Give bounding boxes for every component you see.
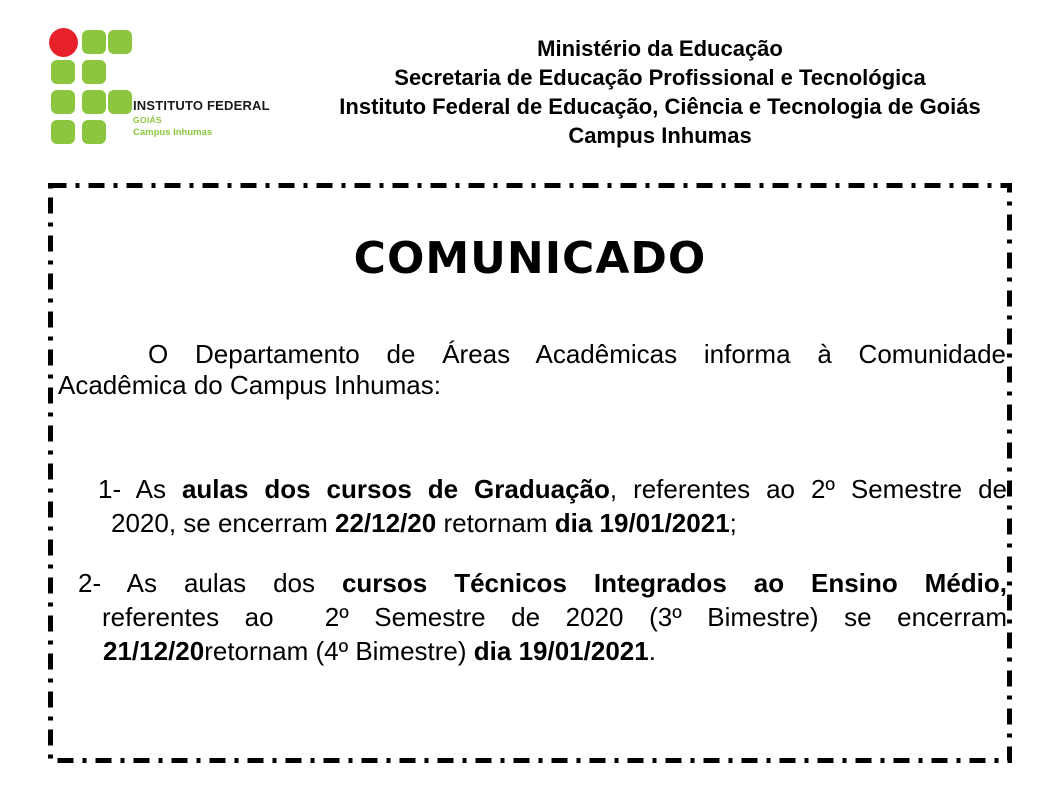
text-segment-bold: 21/12/20	[103, 636, 205, 666]
text-segment-bold: dia 19/01/2021	[554, 508, 730, 538]
text-segment: 2- As aulas dos	[78, 568, 342, 598]
logo-red-circle	[49, 28, 78, 57]
header-line-secretariat: Secretaria de Educação Profissional e Tecnológica	[394, 65, 926, 90]
header-line-ministry: Ministério da Educação	[537, 36, 783, 61]
text-segment: ;	[729, 508, 737, 538]
list-item-line	[48, 634, 1012, 668]
notice-title: COMUNICADO	[353, 233, 707, 284]
header-line-institute: Instituto Federal de Educação, Ciência e Tecnologia de Goiás	[339, 94, 981, 119]
list-item-graduacao	[48, 472, 1012, 540]
text-segment: , referentes ao 2º Semestre de	[609, 474, 1007, 504]
intro-line: Acadêmica do Campus Inhumas:	[58, 370, 441, 400]
list-item-line	[48, 600, 1012, 634]
notice-box	[48, 183, 1012, 763]
list-item-line	[48, 506, 1012, 540]
text-segment: 1- As	[98, 474, 182, 504]
text-segment-bold: aulas dos cursos de Graduação	[181, 474, 610, 504]
logo-square	[82, 30, 106, 54]
list-item-line	[48, 472, 1012, 506]
text-segment: referentes ao 2º Semestre de 2020 (3º Bimestre) se encerram	[102, 602, 1007, 632]
intro-line: O Departamento de Áreas Acadêmicas informa à Comunidade	[148, 339, 1006, 369]
logo-institution-label: INSTITUTO FEDERAL	[133, 98, 270, 113]
header-line-campus: Campus Inhumas	[568, 123, 752, 148]
logo-text-block	[133, 99, 270, 137]
logo-campus-label: Campus Inhumas	[133, 126, 213, 138]
logo-square	[82, 60, 106, 84]
logo-square	[82, 90, 106, 114]
document-header	[260, 34, 1058, 150]
logo-square	[82, 120, 106, 144]
notice-intro	[48, 339, 1012, 401]
text-segment: retornam	[436, 508, 555, 538]
list-item-line	[48, 566, 1012, 600]
logo-square	[51, 120, 75, 144]
text-segment-bold: 22/12/20	[335, 508, 437, 538]
logo-square	[51, 90, 75, 114]
list-item-tecnicos	[48, 566, 1012, 668]
logo-square	[108, 30, 132, 54]
text-segment: .	[648, 636, 656, 666]
text-segment-bold: dia 19/01/2021	[473, 636, 649, 666]
text-segment-bold: cursos Técnicos Integrados ao Ensino Médio,	[341, 568, 1008, 598]
logo-square	[108, 90, 132, 114]
text-segment: retornam (4º Bimestre)	[204, 636, 474, 666]
logo-state-label: GOIÁS	[133, 115, 162, 125]
logo-square	[51, 60, 75, 84]
text-segment: 2020, se encerram	[111, 508, 336, 538]
